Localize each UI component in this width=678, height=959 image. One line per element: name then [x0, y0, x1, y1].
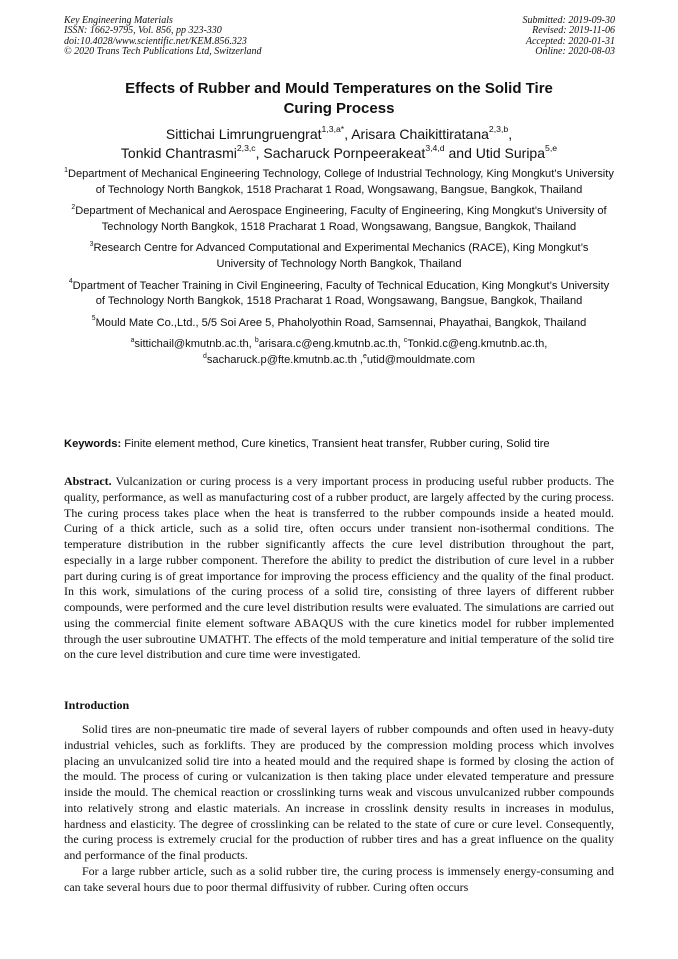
author-affil-mark: 2,3,c	[236, 143, 256, 154]
keywords	[64, 437, 624, 452]
affiliation-text: Department of Mechanical Engineering Technology, College of Industrial Technology, King Mongkut’s University of Technology North Bangkok, 1518 Pracharat 1 Road, Wongsawang, Bangsue, Bangkok, Thailand	[67, 168, 614, 196]
email-line-1	[64, 337, 614, 353]
affiliation	[64, 204, 614, 235]
email-mark: e	[363, 352, 367, 360]
online-date: Online: 2020-08-03	[535, 46, 615, 58]
author-line-1	[64, 125, 614, 144]
author-affil-mark: 3,4,d	[425, 143, 445, 154]
revised-date: Revised: 2019-11-06	[532, 25, 615, 37]
author-list	[64, 125, 614, 163]
affiliation	[64, 241, 614, 272]
email-address: sacharuck.p@fte.kmutnb.ac.th ,	[206, 353, 364, 366]
email-address: arisara.c@eng.kmutnb.ac.th,	[258, 338, 404, 351]
paragraph: For a large rubber article, such as a solid rubber tire, the curing process is immensely energy-consuming and can take several hours due to poor thermal diffusivity of rubber. Curing often occurs	[64, 863, 614, 894]
affiliation-number: 5	[91, 315, 96, 323]
publication-dates	[523, 16, 616, 58]
introduction-body	[64, 722, 614, 895]
journal-info	[64, 16, 262, 58]
affiliation	[64, 316, 614, 332]
email-mark: a	[130, 336, 135, 344]
keywords-label: Keywords:	[64, 438, 122, 450]
accepted-date: Accepted: 2020-01-31	[525, 35, 615, 47]
author-name: Tonkid Chantrasmi	[120, 145, 237, 161]
paper-title	[64, 79, 614, 118]
affiliation-number: 1	[64, 166, 68, 174]
abstract	[64, 474, 614, 663]
copyright-line: © 2020 Trans Tech Publications Ltd, Switzerland	[64, 46, 262, 58]
abstract-text: Vulcanization or curing process is a very important process in producing useful rubber products. The quality, performance, as well as manufacturing cost of a rubber product, are largely affected by the curing process. The curing process takes place when the heat is transferred to the rubber compounds inside a heated mould. Curing of a thick article, such as a solid tire, often occurs under transient non-isothermal conditions. The temperature distribution in the rubber significantly affects the cure level distribution throughout the part, especially in a large rubber component. Therefore the ability to predict the distribution of cure level in a rubber part during curing is of great importance for improving the process efficiency and the quality of the final product. In this work, simulations of the curing process of a solid tire, consisting of three layers of different rubber compounds, were performed and the cure level distribution results were evaluated. The simulations are carried out using the commercial finite element software ABAQUS with the cure kinetics model for rubber implemented through the user subroutine UMATHT. The effects of the mold temperature and initial temperature of the solid tire on the cure level distribution and cure time were investigated.	[64, 474, 614, 662]
author-affil-mark: 5,e	[545, 143, 558, 154]
author-line-2	[64, 144, 614, 163]
email-address: sittichail@kmutnb.ac.th,	[134, 338, 255, 351]
email-mark: b	[254, 336, 259, 344]
affiliation-number: 4	[68, 278, 73, 286]
author-name: , Arisara Chaikittiratana	[344, 126, 489, 142]
section-heading: Introduction	[64, 698, 130, 712]
author-name: , Sacharuck Pornpeerakeat	[255, 145, 426, 161]
title-line-2: Curing Process	[283, 99, 395, 117]
email-line-2	[64, 353, 614, 369]
abstract-label: Abstract.	[64, 474, 112, 488]
keywords-text: Finite element method, Cure kinetics, Transient heat transfer, Rubber curing, Solid tire	[121, 438, 550, 450]
author-affil-mark: 1,3,a*	[321, 124, 345, 135]
affiliation-text: Mould Mate Co.,Ltd., 5/5 Soi Aree 5, Phaholyothin Road, Samsennai, Phayathai, Bangkok, Thailand	[95, 316, 587, 329]
affiliation	[64, 279, 614, 310]
email-mark: d	[203, 352, 207, 360]
author-affil-mark: 2,3,b	[488, 124, 509, 135]
author-name: Sittichai Limrungruengrat	[165, 126, 322, 142]
submitted-date: Submitted: 2019-09-30	[522, 15, 615, 26]
issn-line: ISSN: 1662-9795, Vol. 856, pp 323-330	[64, 25, 222, 37]
affiliation-number: 3	[89, 241, 94, 248]
author-name: and Utid Suripa	[444, 145, 546, 161]
email-mark: c	[403, 336, 408, 344]
affiliation-text: Department of Mechanical and Aerospace Engineering, Faculty of Engineering, King Mongkut’s University of Technology North Bangkok, 1518 Pracharat 1 Road, Wongsawang, Bangsue, Bangkok, Thailand	[75, 205, 607, 233]
affiliation-number: 2	[71, 203, 76, 211]
title-line-1: Effects of Rubber and Mould Temperatures on the Solid Tire	[125, 80, 553, 97]
author-separator: ,	[508, 126, 513, 142]
affiliation	[64, 167, 614, 198]
doi-line: doi:10.4028/www.scientific.net/KEM.856.323	[64, 35, 247, 47]
affiliation-text: Dpartment of Teacher Training in Civil Engineering, Faculty of Technical Education, King Mongkut’s University of Technology North Bangkok, 1518 Pracharat 1 Road, Wongsawang, Bangsue, Bangkok, Thailand	[72, 279, 610, 308]
journal-name: Key Engineering Materials	[64, 15, 173, 26]
affiliation-text: Research Centre for Advanced Computational and Experimental Mechanics (RACE), King Mongkut’s University of Technology North Bangkok, Thailand	[93, 242, 589, 270]
author-emails	[64, 337, 614, 368]
email-address: utid@mouldmate.com	[366, 353, 475, 366]
paragraph: Solid tires are non-pneumatic tire made of several layers of rubber compounds and often used in heavy-duty industrial vehicles, such as forklifts. They are produced by the compression molding process which involves placing an unvulcanized solid tire into a heated mould and the required shape is formed by closing the action of the mould. The process of curing or vulcanization is then taking place under elevated temperature and pressure inside the mould. The chemical reaction or crosslinking turns weak and viscous unvulcanized rubber compounds into relatively strong and elastic materials. An increase in crosslink density results in increases in modulus, hardness and elasticity. The degree of crosslinking can be related to the state of cure or cure level. Consequently, the curing process is extremely crucial for the production of rubber tires and has a great influence on the quality and performance of the final products.	[64, 722, 614, 862]
affiliation-list	[64, 167, 614, 369]
email-address: Tonkid.c@eng.kmutnb.ac.th,	[407, 338, 548, 351]
